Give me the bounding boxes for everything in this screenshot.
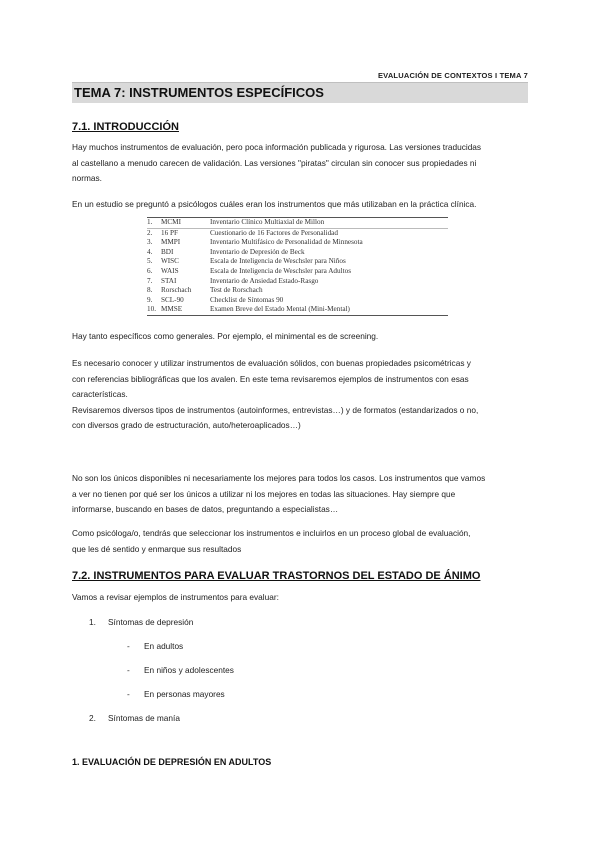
instruments-intro xyxy=(72,590,528,606)
list-marker: 1. xyxy=(89,617,96,627)
row-number: 3. xyxy=(147,238,153,247)
table-row xyxy=(147,296,448,306)
row-abbreviation: 16 PF xyxy=(161,228,178,237)
text-line: En un estudio se preguntó a psicólogos cuáles eran los instrumentos que más utilizaban en la práctica clínica. xyxy=(72,199,477,209)
list-marker: - xyxy=(127,641,130,651)
table-row xyxy=(147,277,448,287)
row-instrument-name: Escala de Inteligencia de Weschsler para Niños xyxy=(210,257,346,266)
row-abbreviation: STAI xyxy=(161,276,177,285)
text-line: normas. xyxy=(72,173,102,183)
requirements-paragraph xyxy=(72,356,528,434)
text-line: Vamos a revisar ejemplos de instrumentos para evaluar: xyxy=(72,592,279,602)
row-abbreviation: SCL-90 xyxy=(161,295,184,304)
row-abbreviation: WISC xyxy=(161,257,179,266)
text-line: con diversos grado de estructuración, auto/heteroaplicados…) xyxy=(72,420,301,430)
row-instrument-name: Inventario de Ansiedad Estado-Rasgo xyxy=(210,276,319,285)
row-instrument-name: Cuestionario de 16 Factores de Personalidad xyxy=(210,228,338,237)
text-line: con referencias bibliográficas que los avalen. En este tema revisaremos ejemplos de instrumentos con esas xyxy=(72,373,469,384)
row-abbreviation: MMSE xyxy=(161,305,183,314)
text-line: Hay muchos instrumentos de evaluación, pero poca información publicada y rigurosa. Las versiones traducidas xyxy=(72,142,482,152)
psychologist-paragraph xyxy=(72,526,528,557)
section-heading-estado-de-animo: 7.2. INSTRUMENTOS PARA EVALUAR TRASTORNOS DEL ESTADO DE ÁNIMO xyxy=(72,570,481,582)
row-number: 10. xyxy=(147,305,156,314)
row-abbreviation: MCMI xyxy=(161,218,181,226)
section-heading-introduccion: 7.1. INTRODUCCIÓN xyxy=(72,121,179,133)
list-item-mayores: En personas mayores xyxy=(144,689,225,699)
list-item-ninos: En niños y adolescentes xyxy=(144,665,234,675)
row-instrument-name: Inventario de Depresión de Beck xyxy=(210,247,305,256)
subsection-heading: 1. EVALUACIÓN DE DEPRESIÓN EN ADULTOS xyxy=(72,757,272,767)
list-marker: - xyxy=(127,665,130,675)
table-row xyxy=(147,257,448,267)
text-line: Revisaremos diversos tipos de instrumentos (autoinformes, entrevistas…) y de formatos (estandarizados o no, xyxy=(72,404,479,415)
instruments-table xyxy=(147,217,448,316)
row-number: 9. xyxy=(147,295,153,304)
row-abbreviation: Rorschach xyxy=(161,286,192,295)
running-header: EVALUACIÓN DE CONTEXTOS I TEMA 7 xyxy=(377,71,528,80)
table-row xyxy=(147,267,448,277)
chapter-title: TEMA 7: INSTRUMENTOS ESPECÍFICOS xyxy=(74,85,324,100)
text-line: al castellano a menudo carecen de validación. Las versiones "piratas" circulan sin conocer sus propiedades ni xyxy=(72,157,477,168)
row-instrument-name: Inventario Multifásico de Personalidad de Minnesota xyxy=(210,238,363,247)
row-number: 4. xyxy=(147,247,153,256)
table-row xyxy=(147,248,448,258)
text-line: características. xyxy=(72,389,128,399)
screening-paragraph xyxy=(72,329,528,345)
table-row xyxy=(147,238,448,248)
row-instrument-name: Examen Breve del Estado Mental (Mini-Mental) xyxy=(210,305,350,314)
text-line: informarse, buscando en bases de datos, preguntando a especialistas… xyxy=(72,504,339,514)
intro-paragraph xyxy=(72,140,528,187)
table-row xyxy=(147,305,448,315)
text-line: No son los únicos disponibles ni necesariamente los mejores para todos los casos. Los instrumentos que vamos xyxy=(72,473,486,483)
row-instrument-name: Test de Rorschach xyxy=(210,286,263,295)
list-item-adultos: En adultos xyxy=(144,641,184,651)
row-abbreviation: BDI xyxy=(161,247,174,256)
table-row xyxy=(147,286,448,296)
row-number: 6. xyxy=(147,266,153,275)
text-line: que les dé sentido y enmarque sus resultados xyxy=(72,543,242,554)
row-number: 2. xyxy=(147,228,153,237)
text-line: Es necesario conocer y utilizar instrumentos de evaluación sólidos, con buenas propiedades psicométricas y xyxy=(72,358,471,368)
list-item-depresion: Síntomas de depresión xyxy=(108,617,194,627)
table-row xyxy=(147,229,448,239)
table-row xyxy=(147,218,448,229)
text-line: Como psicóloga/o, tendrás que seleccionar los instrumentos e incluirlos en un proceso global de evaluación, xyxy=(72,528,471,538)
row-instrument-name: Escala de Inteligencia de Weschsler para Adultos xyxy=(210,266,351,275)
row-abbreviation: MMPI xyxy=(161,238,181,247)
row-instrument-name: Inventario Clínico Multiaxial de Millon xyxy=(210,218,325,226)
chapter-banner xyxy=(72,82,528,103)
row-number: 8. xyxy=(147,286,153,295)
list-marker: 2. xyxy=(89,713,96,723)
list-item-mania: Síntomas de manía xyxy=(108,713,180,723)
row-number: 5. xyxy=(147,257,153,266)
row-number: 7. xyxy=(147,276,153,285)
text-line: a ver no tienen por qué ser los únicos a utilizar ni los mejores en todas las situaciones. Hay siempre que xyxy=(72,488,456,499)
row-instrument-name: Checklist de Síntomas 90 xyxy=(210,295,284,304)
text-line: Hay tanto específicos como generales. Por ejemplo, el minimental es de screening. xyxy=(72,331,379,341)
study-paragraph xyxy=(72,197,528,213)
row-abbreviation: WAIS xyxy=(161,266,179,275)
availability-paragraph xyxy=(72,471,528,518)
list-marker: - xyxy=(127,689,130,699)
row-number: 1. xyxy=(147,218,153,226)
